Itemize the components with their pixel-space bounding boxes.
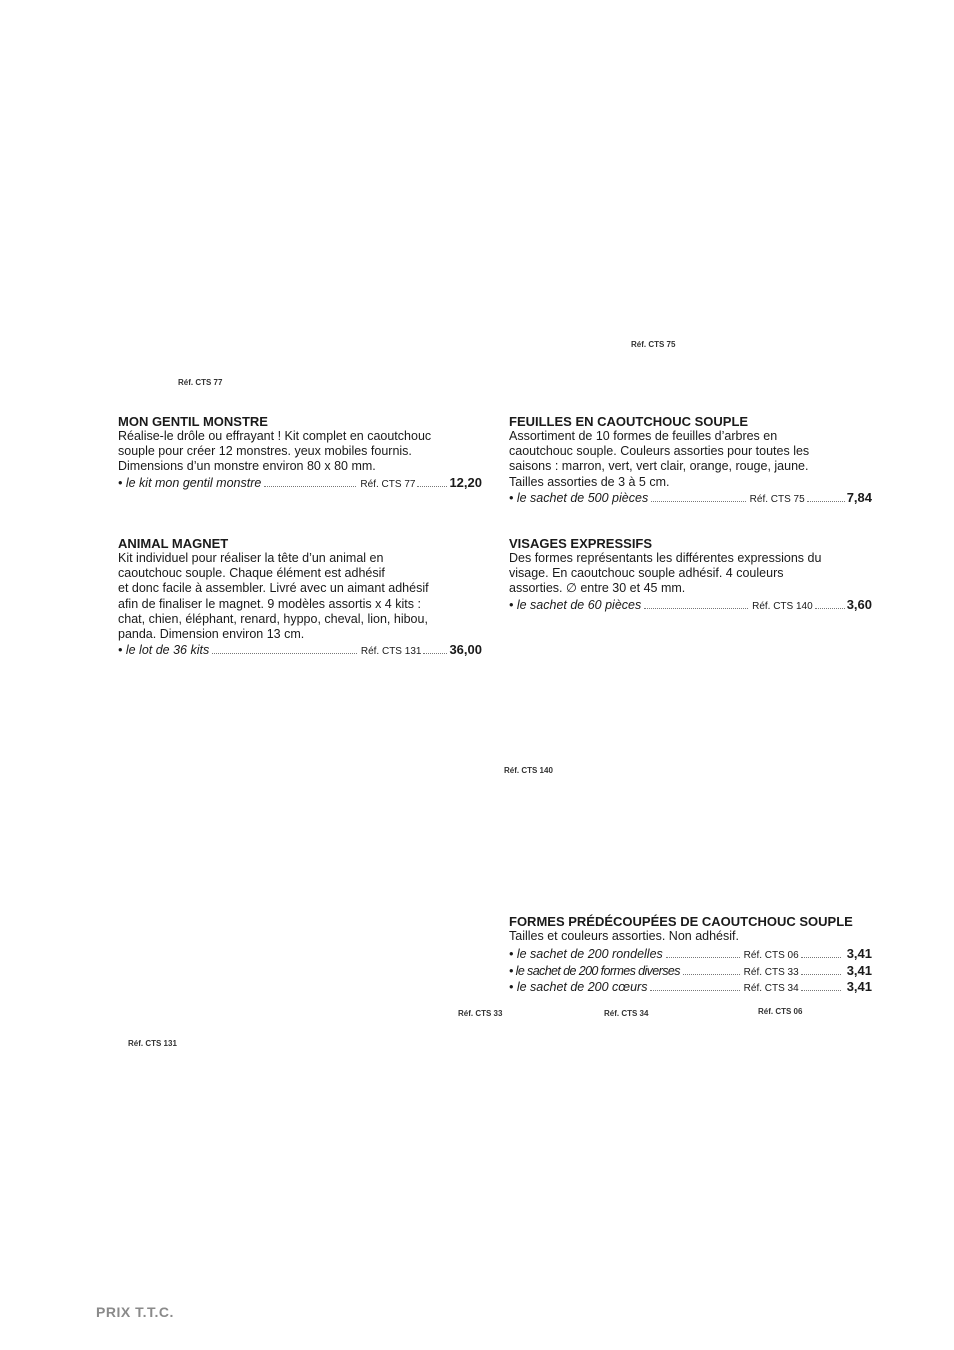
leader-dots: [815, 608, 845, 609]
leader-dots: [212, 653, 357, 654]
product-desc-line: Tailles et couleurs assorties. Non adhésif.: [509, 929, 739, 943]
price-line: [509, 964, 872, 981]
price-line: [509, 980, 872, 997]
leader-dots: [644, 608, 748, 609]
product-desc-line: panda. Dimension environ 13 cm.: [118, 627, 305, 642]
leader-dots: [651, 501, 745, 502]
image-ref-cts77: Réf. CTS 77: [178, 378, 223, 387]
item-label: • le kit mon gentil monstre: [118, 475, 262, 490]
product-title: FEUILLES EN CAOUTCHOUC SOUPLE: [509, 414, 749, 429]
item-ref: Réf. CTS 33: [743, 966, 799, 978]
item-label: • le sachet de 60 pièces: [509, 597, 642, 612]
product-feuilles: [509, 414, 872, 507]
image-ref-cts131: Réf. CTS 131: [128, 1039, 177, 1048]
item-label: • le sachet de 200 cœurs: [509, 980, 648, 995]
product-formes: [509, 914, 872, 997]
item-price: 3,41: [846, 979, 872, 995]
product-desc-line: saisons : marron, vert, vert clair, orange, rouge, jaune.: [509, 459, 809, 474]
product-desc-line: et donc facile à assembler. Livré avec un aimant adhésif: [118, 581, 429, 596]
item-ref: Réf. CTS 140: [752, 600, 813, 612]
price-line: [509, 490, 872, 507]
image-ref-cts33: Réf. CTS 33: [458, 1009, 503, 1018]
leader-dots: [423, 653, 447, 654]
item-price: 36,00: [449, 642, 482, 658]
product-desc-line: Réalise-le drôle ou effrayant ! Kit complet en caoutchouc: [118, 429, 432, 443]
product-desc-line: Des formes représentants les différentes expressions du: [509, 551, 822, 565]
leader-dots: [683, 974, 740, 975]
leader-dots: [807, 501, 845, 502]
item-label: • le lot de 36 kits: [118, 643, 210, 658]
leader-dots: [264, 486, 356, 487]
item-price: 12,20: [449, 474, 482, 490]
product-title: MON GENTIL MONSTRE: [118, 414, 268, 429]
item-price: 3,41: [846, 962, 872, 978]
product-desc-line: souple pour créer 12 monstres. yeux mobiles fournis.: [118, 444, 412, 459]
item-price: 3,60: [846, 596, 872, 612]
image-ref-cts34: Réf. CTS 34: [604, 1009, 649, 1018]
product-title: VISAGES EXPRESSIFS: [509, 536, 653, 551]
product-desc-line: caoutchouc souple. Chaque élément est adhésif: [118, 566, 385, 581]
item-label: • le sachet de 500 pièces: [509, 490, 649, 505]
footer-price-note: PRIX T.T.C.: [96, 1304, 174, 1320]
image-ref-cts06: Réf. CTS 06: [758, 1007, 803, 1016]
item-ref: Réf. CTS 75: [749, 493, 805, 505]
product-desc-line: Tailles assorties de 3 à 5 cm.: [509, 474, 670, 489]
leader-dots: [666, 957, 740, 958]
item-ref: Réf. CTS 131: [360, 646, 422, 658]
price-line: [118, 642, 482, 659]
leader-dots: [801, 990, 841, 991]
product-desc-line: Dimensions d’un monstre environ 80 x 80 mm.: [118, 459, 376, 474]
product-title: FORMES PRÉDÉCOUPÉES DE CAOUTCHOUC SOUPLE: [509, 914, 853, 929]
price-line: [118, 475, 482, 492]
product-visages: [509, 536, 872, 614]
leader-dots: [801, 974, 841, 975]
image-ref-cts140: Réf. CTS 140: [504, 766, 553, 775]
item-price: 3,41: [846, 946, 872, 962]
item-label: • le sachet de 200 formes diverses: [509, 963, 680, 978]
price-line: [509, 597, 872, 614]
item-price: 7,84: [846, 489, 872, 505]
product-title: ANIMAL MAGNET: [118, 536, 229, 551]
item-ref: Réf. CTS 77: [360, 478, 416, 490]
item-ref: Réf. CTS 06: [743, 950, 799, 962]
product-monstre: [118, 414, 482, 492]
product-desc-line: afin de finaliser le magnet. 9 modèles assortis x 4 kits :: [118, 596, 421, 611]
product-animal: [118, 536, 482, 659]
price-line: [509, 947, 872, 964]
product-desc-line: Kit individuel pour réaliser la tête d’un animal en: [118, 551, 384, 565]
leader-dots: [650, 990, 739, 991]
leader-dots: [417, 486, 447, 487]
product-desc-line: Assortiment de 10 formes de feuilles d’arbres en: [509, 429, 778, 443]
leader-dots: [801, 957, 841, 958]
product-desc-line: visage. En caoutchouc souple adhésif. 4 couleurs: [509, 566, 784, 581]
product-desc-line: chat, chien, éléphant, renard, hyppo, cheval, lion, hibou,: [118, 611, 428, 626]
item-ref: Réf. CTS 34: [743, 983, 799, 995]
item-label: • le sachet de 200 rondelles: [509, 947, 663, 962]
product-desc-line: assorties. ∅ entre 30 et 45 mm.: [509, 581, 686, 596]
image-ref-cts75: Réf. CTS 75: [631, 340, 676, 349]
product-desc-line: caoutchouc souple. Couleurs assorties pour toutes les: [509, 444, 810, 459]
